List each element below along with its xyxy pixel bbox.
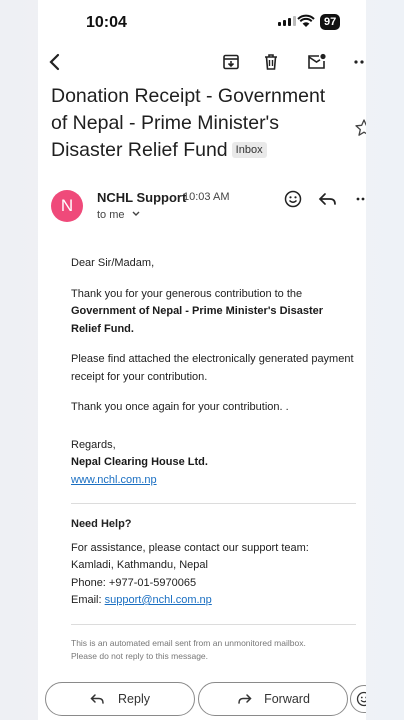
message-more-icon[interactable] [352, 188, 366, 210]
attachment-note: Please find attached the electronically generated payment receipt for your contribution. [71, 353, 354, 383]
support-email-link[interactable]: support@nchl.com.np [104, 594, 212, 606]
phone: Phone: +977-01-5970065 [71, 576, 197, 589]
battery-level: 97 [320, 14, 340, 30]
sender-name[interactable]: NCHL Support [97, 190, 187, 205]
org-name: Nepal Clearing House Ltd. [71, 456, 208, 468]
trash-icon[interactable] [259, 50, 283, 74]
email-toolbar [38, 44, 366, 80]
forward-icon [236, 693, 252, 705]
forward-button[interactable] [198, 682, 348, 716]
more-horizontal-icon[interactable] [350, 50, 366, 74]
recipient-text: to me [97, 209, 125, 221]
help-title: Need Help? [71, 518, 132, 530]
email-label: Email: [71, 594, 105, 606]
sender-avatar[interactable]: N [51, 190, 83, 222]
inbox-label[interactable]: Inbox [232, 142, 267, 158]
regards: Regards, [71, 438, 116, 451]
thanks-paragraph [71, 286, 356, 339]
signature [71, 437, 356, 490]
email-screen [38, 0, 366, 720]
address: Kamladi, Kathmandu, Nepal [71, 559, 208, 571]
emoji-reaction-icon[interactable] [282, 188, 304, 210]
reply-icon [90, 693, 106, 705]
footer-note-1: This is an automated email sent from an unmonitored mailbox. [71, 637, 306, 648]
signal-icon [278, 16, 296, 26]
status-time: 10:04 [86, 14, 127, 31]
website-link[interactable]: www.nchl.com.np [71, 473, 157, 486]
support-email [71, 592, 356, 610]
help-intro: For assistance, please contact our support team: [71, 541, 309, 554]
star-icon[interactable] [354, 118, 366, 138]
divider [71, 503, 356, 504]
fund-name: Government of Nepal - Prime Minister's Disaster Relief Fund. [71, 305, 324, 335]
back-icon[interactable] [43, 50, 67, 74]
subject-text: Donation Receipt - Government of Nepal - Prime Minister's Disaster Relief Fund [51, 85, 326, 161]
divider [71, 624, 356, 625]
reply-icon[interactable] [317, 188, 339, 210]
reply-label: Reply [118, 692, 150, 706]
emoji-icon [356, 691, 366, 707]
forward-label: Forward [264, 692, 310, 706]
chevron-down-icon [132, 211, 140, 217]
archive-icon[interactable] [219, 50, 243, 74]
footer-note-2: Please do not reply to this message. [71, 650, 209, 661]
recipient-toggle[interactable] [97, 209, 140, 221]
greeting: Dear Sir/Madam, [71, 257, 155, 269]
wifi-icon [297, 14, 315, 28]
thanks-intro: Thank you for your generous contribution to the [71, 287, 303, 300]
email-body [71, 255, 356, 663]
thanks-again: Thank you once again for your contribution. . [71, 401, 289, 413]
status-bar [38, 0, 366, 44]
reply-button[interactable] [45, 682, 195, 716]
sent-time: 10:03 AM [183, 191, 230, 203]
mark-unread-icon[interactable] [305, 50, 329, 74]
emoji-button[interactable] [350, 685, 366, 713]
email-subject [51, 83, 341, 164]
